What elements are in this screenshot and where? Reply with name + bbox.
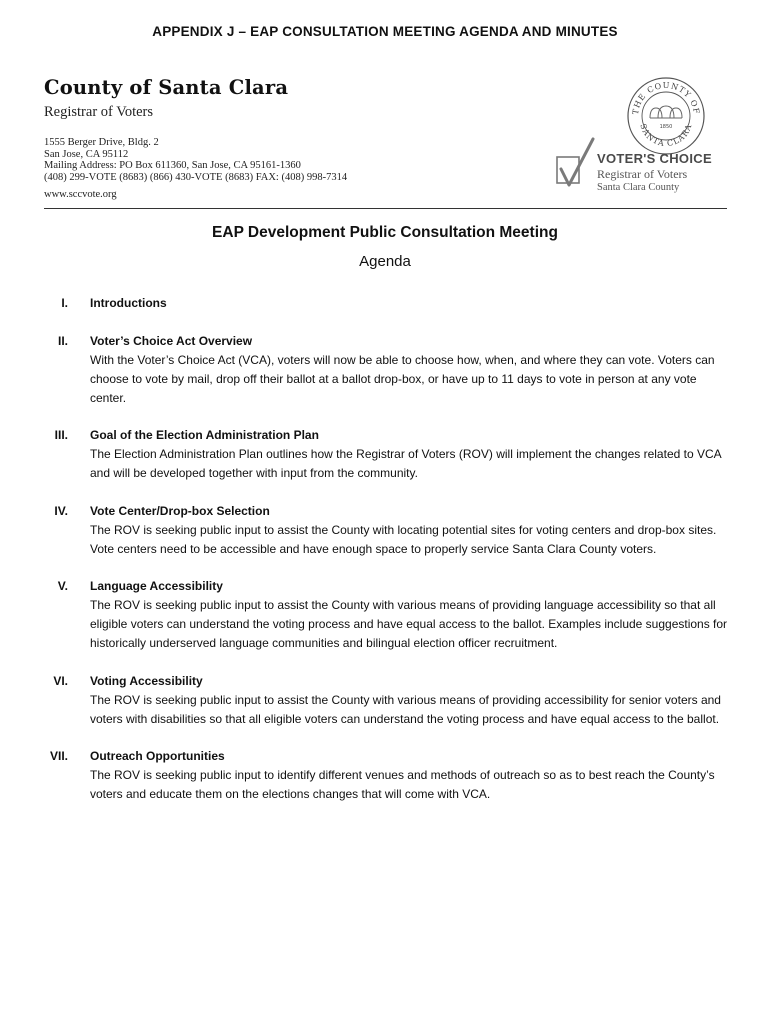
agenda-item xyxy=(0,294,770,313)
voters-choice-logo xyxy=(553,135,733,195)
agenda-item-number: VII. xyxy=(49,749,68,763)
agenda-item-number: V. xyxy=(57,579,68,593)
agenda-item-heading: Voter’s Choice Act Overview xyxy=(90,333,253,348)
meeting-title: EAP Development Public Consultation Meeting xyxy=(212,224,558,241)
appendix-title: APPENDIX J – EAP CONSULTATION MEETING AGENDA AND MINUTES xyxy=(152,24,618,39)
address-line: (408) 299-VOTE (8683) (866) 430-VOTE (8683) FAX: (408) 998-7314 xyxy=(44,171,348,183)
address-block xyxy=(44,137,347,183)
voters-choice-county: Santa Clara County xyxy=(597,182,680,193)
checkbox-check-icon xyxy=(553,135,597,191)
svg-text:THE COUNTY OF: THE COUNTY OF xyxy=(630,80,702,116)
agenda-item-heading: Language Accessibility xyxy=(90,579,223,593)
agenda-item-number: I. xyxy=(61,296,68,310)
address-line: San Jose, CA 95112 xyxy=(44,148,129,160)
seal-year: 1850 xyxy=(659,124,673,130)
agenda-item-heading: Vote Center/Drop-box Selection xyxy=(90,503,270,518)
svg-text:SANTA CLARA: SANTA CLARA xyxy=(638,122,694,149)
agenda-item xyxy=(0,672,770,729)
agenda-item-number: II. xyxy=(57,333,68,348)
agenda-item-text: The ROV is seeking public input to assist the County with various means of providing accessibility for senior voters and voters with disabilities so that all eligible voters can understand the voting process and have equal access to the ballot. xyxy=(90,692,721,726)
office-name: Registrar of Voters xyxy=(44,104,154,120)
agenda-item-text: The ROV is seeking public input to assist the County with various means of providing language accessibility so that all eligible voters can understand the voting process and have equal access to the ballot. Examples include suggestions for historically underserved language communities and bilingual election officer recruitment. xyxy=(90,598,728,650)
agenda-item-number: VI. xyxy=(53,673,68,688)
voters-choice-title: VOTER'S CHOICE xyxy=(597,151,712,166)
letterhead xyxy=(44,76,347,200)
agenda-item-text: The Election Administration Plan outlines how the Registrar of Voters (ROV) will implement the changes related to VCA and will be developed together with input from the community. xyxy=(90,447,721,480)
agenda-item-heading: Outreach Opportunities xyxy=(90,749,225,763)
agenda-item xyxy=(0,747,770,804)
agenda-item-text: The ROV is seeking public input to identify different venues and methods of outreach so as to best reach the County’s voters and educate them on the elections changes that will come with VCA. xyxy=(90,768,715,801)
agenda-item-text: With the Voter’s Choice Act (VCA), voters will now be able to choose how, when, and where they can vote. Voters can choose to vote by mail, drop off their ballot at a ballot drop-box, or have up to 11 days to vote in person at any vote center. xyxy=(90,352,715,405)
agenda-item-heading: Introductions xyxy=(90,296,167,310)
agenda-item-heading: Goal of the Election Administration Plan xyxy=(90,428,319,442)
voters-choice-subtitle: Registrar of Voters xyxy=(597,167,688,181)
county-name: County of Santa Clara xyxy=(44,76,289,99)
address-line: Mailing Address: PO Box 611360, San Jose, CA 95161-1360 xyxy=(44,160,301,171)
agenda-label: Agenda xyxy=(359,253,411,270)
agenda-item xyxy=(0,577,770,653)
header-divider xyxy=(44,208,727,209)
agenda-item-number: III. xyxy=(54,428,68,442)
website: www.sccvote.org xyxy=(44,189,117,200)
agenda-item-number: IV. xyxy=(54,503,68,518)
address-line: 1555 Berger Drive, Bldg. 2 xyxy=(44,137,159,148)
agenda-item-text: The ROV is seeking public input to assist the County with locating potential sites for voting centers and drop-box sites. Vote centers need to be accessible and have enough space to properly service Santa Clara County voters. xyxy=(90,522,717,556)
agenda-item xyxy=(0,332,770,408)
agenda-item-heading: Voting Accessibility xyxy=(90,673,203,688)
agenda-item xyxy=(0,502,770,559)
agenda-list xyxy=(0,294,770,823)
agenda-item xyxy=(0,426,770,483)
